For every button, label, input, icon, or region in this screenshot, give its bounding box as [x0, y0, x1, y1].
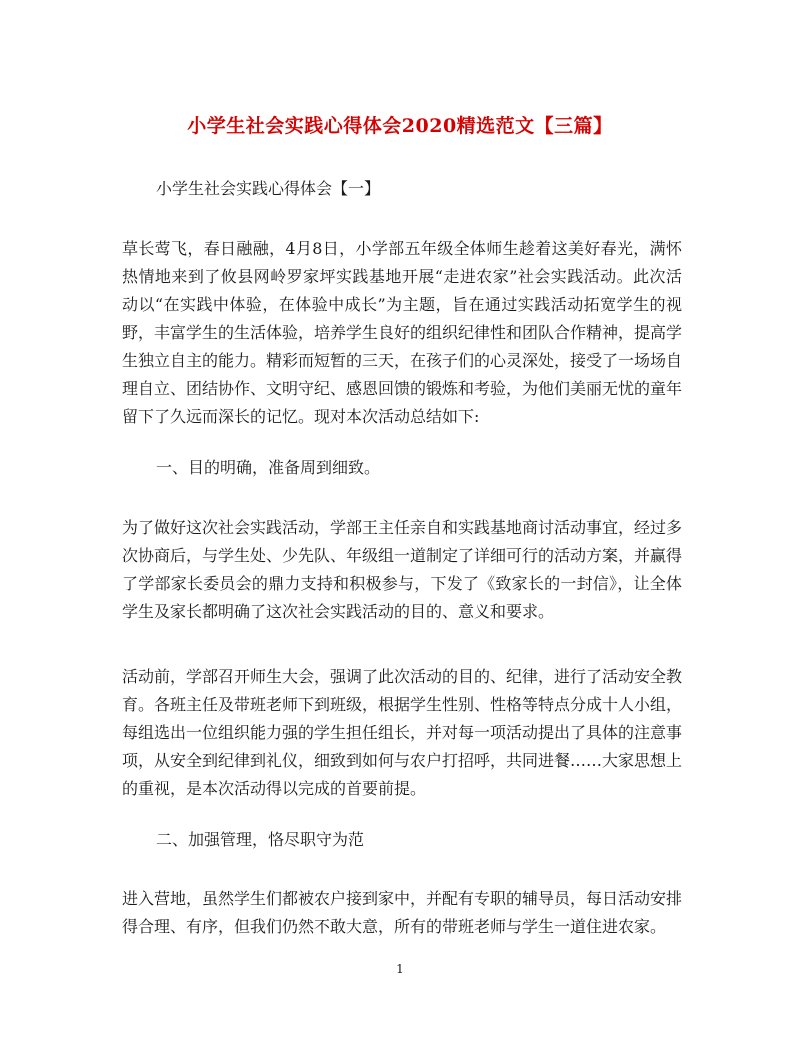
- paragraph-camp: 进入营地，虽然学生们都被农户接到家中，并配有专职的辅导员，每日活动安排得合理、有序，但我们仍然不敢大意，所有的带班老师与学生一道住进农家。: [122, 889, 683, 936]
- section-heading-2: 二、加强管理，恪尽职守为范: [156, 830, 365, 849]
- section-heading-1: 一、目的明确，准备周到细致。: [156, 458, 381, 477]
- section-subtitle: 小学生社会实践心得体会【一】: [156, 179, 381, 198]
- paragraph-preparation: 为了做好这次社会实践活动，学部王主任亲自和实践基地商讨活动事宜，经过多次协商后，与学生处、少先队、年级组一道制定了详细可行的活动方案，并赢得了学部家长委员会的鼎力支持和积极参与，下发了《致家长的一封信》，让全体学生及家长都明确了这次社会实践活动的目的、意义和要求。: [122, 518, 683, 621]
- document-title: 小学生社会实践心得体会2020精选范文【三篇】: [187, 115, 613, 137]
- paragraph-intro: 草长莺飞，春日融融，4月8日，小学部五年级全体师生趁着这美好春光，满怀热情地来到了攸县网岭罗家坪实践基地开展“走进农家”社会实践活动。此次活动以“在实践中体验，在体验中成长”为主题，旨在通过实践活动拓宽学生的视野，丰富学生的生活体验，培养学生良好的组织纪律性和团队合作精神，提高学生独立自主的能力。精彩而短暂的三天，在孩子们的心灵深处，接受了一场场自理自立、团结协作、文明守纪、感恩回馈的锻炼和考验，为他们美丽无忧的童年留下了久远而深长的记忆。现对本次活动总结如下:: [122, 239, 683, 426]
- page-number: 1: [396, 962, 404, 976]
- paragraph-pre-activity: 活动前，学部召开师生大会，强调了此次活动的目的、纪律，进行了活动安全教育。各班主任及带班老师下到班级，根据学生性别、性格等特点分成十人小组，每组选出一位组织能力强的学生担任组长，并对每一项活动提出了具体的注意事项，从安全到纪律到礼仪，细致到如何与农户打招呼，共同进餐……大家思想上的重视，是本次活动得以完成的首要前提。: [122, 667, 683, 798]
